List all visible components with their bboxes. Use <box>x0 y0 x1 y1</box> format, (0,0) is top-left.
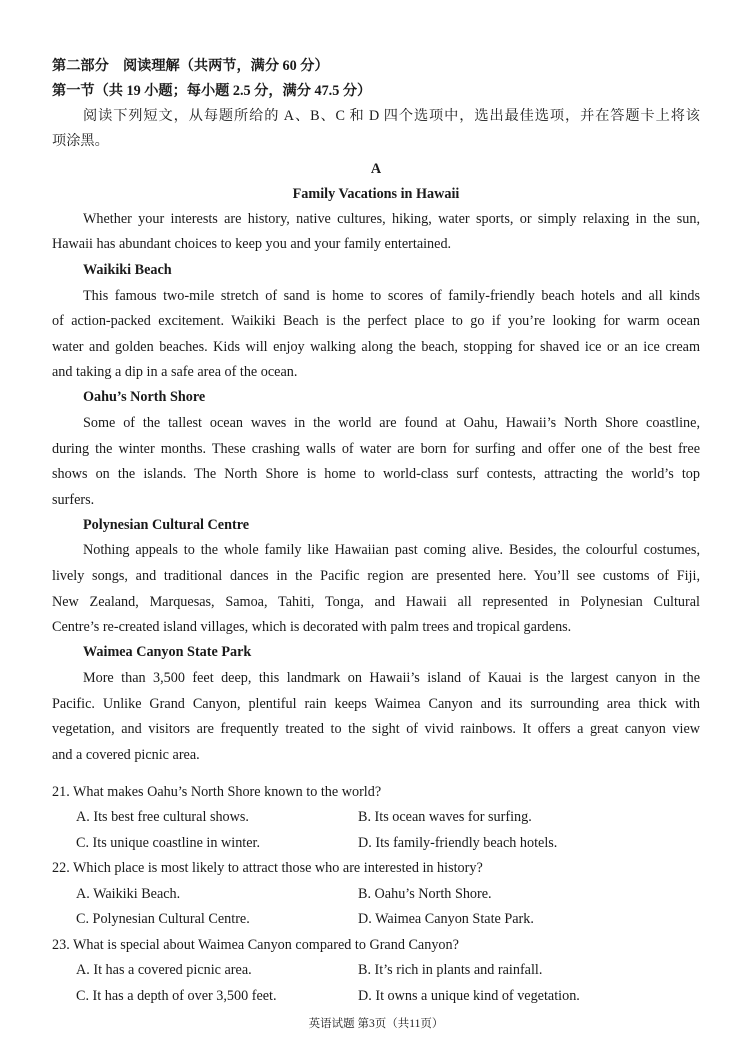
passage-line: Pacific. Unlike Grand Canyon, plentiful rain keeps Waimea Canyon and its surrounding area thick with <box>52 696 700 712</box>
passage-line: New Zealand, Marquesas, Samoa, Tahiti, Tonga, and Hawaii all represented in Polynesian Cultural <box>52 594 700 610</box>
answer-option: A. It has a covered picnic area. <box>76 962 252 978</box>
passage-line: and a covered picnic area. <box>52 747 200 763</box>
section-title: Waimea Canyon State Park <box>83 644 252 660</box>
passage-line: Whether your interests are history, native cultures, hiking, water sports, or simply relaxing in the sun, <box>83 211 700 227</box>
section-title: Waikiki Beach <box>83 262 172 278</box>
passage-title: Family Vacations in Hawaii <box>292 186 460 202</box>
answer-option: B. It’s rich in plants and rainfall. <box>358 962 543 978</box>
passage-line: Centre’s re-created island villages, which is decorated with palm trees and tropical gardens. <box>52 619 572 635</box>
page-footer: 英语试题 第3页（共11页） <box>308 1018 444 1030</box>
passage-line: surfers. <box>52 492 95 508</box>
answer-option: D. Waimea Canyon State Park. <box>358 911 534 927</box>
section-title: Oahu’s North Shore <box>83 389 206 405</box>
answer-option: C. It has a depth of over 3,500 feet. <box>76 988 277 1004</box>
answer-option: A. Its best free cultural shows. <box>76 809 249 825</box>
instructions-line: 阅读下列短文，从每题所给的 A、B、C 和 D 四个选项中，选出最佳选项，并在答题卡上将该 <box>83 108 700 124</box>
instructions-line: 项涂黑。 <box>52 133 109 149</box>
passage-line: of action-packed excitement. Waikiki Beach is the perfect place to go if you’re looking for warm ocean <box>52 313 700 329</box>
part-heading: 第二部分 阅读理解（共两节，满分 60 分） <box>52 58 329 74</box>
answer-option: B. Oahu’s North Shore. <box>358 886 492 902</box>
section-heading: 第一节（共 19 小题；每小题 2.5 分，满分 47.5 分） <box>52 83 372 99</box>
question-stem: 23. What is special about Waimea Canyon compared to Grand Canyon? <box>52 937 459 953</box>
passage-line: More than 3,500 feet deep, this landmark on Hawaii’s island of Kauai is the largest canyon in the <box>83 670 700 686</box>
passage-line: vegetation, and visitors are frequently treated to the sight of vivid rainbows. It offers a great canyon view <box>52 721 700 737</box>
passage-line: Nothing appeals to the whole family like Hawaiian past coming alive. Besides, the colourful costumes, <box>83 542 700 558</box>
answer-option: A. Waikiki Beach. <box>76 886 181 902</box>
section-title: Polynesian Cultural Centre <box>83 517 250 533</box>
answer-option: D. Its family-friendly beach hotels. <box>358 835 558 851</box>
passage-line: water and golden beaches. Kids will enjoy walking along the beach, stopping for shaved ice or an ice cream <box>52 339 700 355</box>
answer-option: B. Its ocean waves for surfing. <box>358 809 532 825</box>
answer-option: C. Its unique coastline in winter. <box>76 835 261 851</box>
answer-option: C. Polynesian Cultural Centre. <box>76 911 250 927</box>
passage-line: lively songs, and traditional dances in the Pacific region are presented here. You’ll see customs of Fiji, <box>52 568 700 584</box>
passage-line: during the winter months. These crashing walls of water are born for surfing and offer one of the best free <box>52 441 700 457</box>
question-stem: 21. What makes Oahu’s North Shore known to the world? <box>52 784 382 800</box>
passage-line: This famous two-mile stretch of sand is home to scores of family-friendly beach hotels and all kinds <box>83 288 700 304</box>
passage-line: shows on the islands. The North Shore is home to world-class surf contests, attracting the world’s top <box>52 466 700 482</box>
answer-option: D. It owns a unique kind of vegetation. <box>358 988 580 1004</box>
passage-line: Hawaii has abundant choices to keep you and your family entertained. <box>52 236 452 252</box>
passage-line: Some of the tallest ocean waves in the world are found at Oahu, Hawaii’s North Shore coastline, <box>83 415 700 431</box>
question-stem: 22. Which place is most likely to attract those who are interested in history? <box>52 860 483 876</box>
passage-line: and taking a dip in a safe area of the ocean. <box>52 364 298 380</box>
passage-letter: A <box>370 161 382 177</box>
